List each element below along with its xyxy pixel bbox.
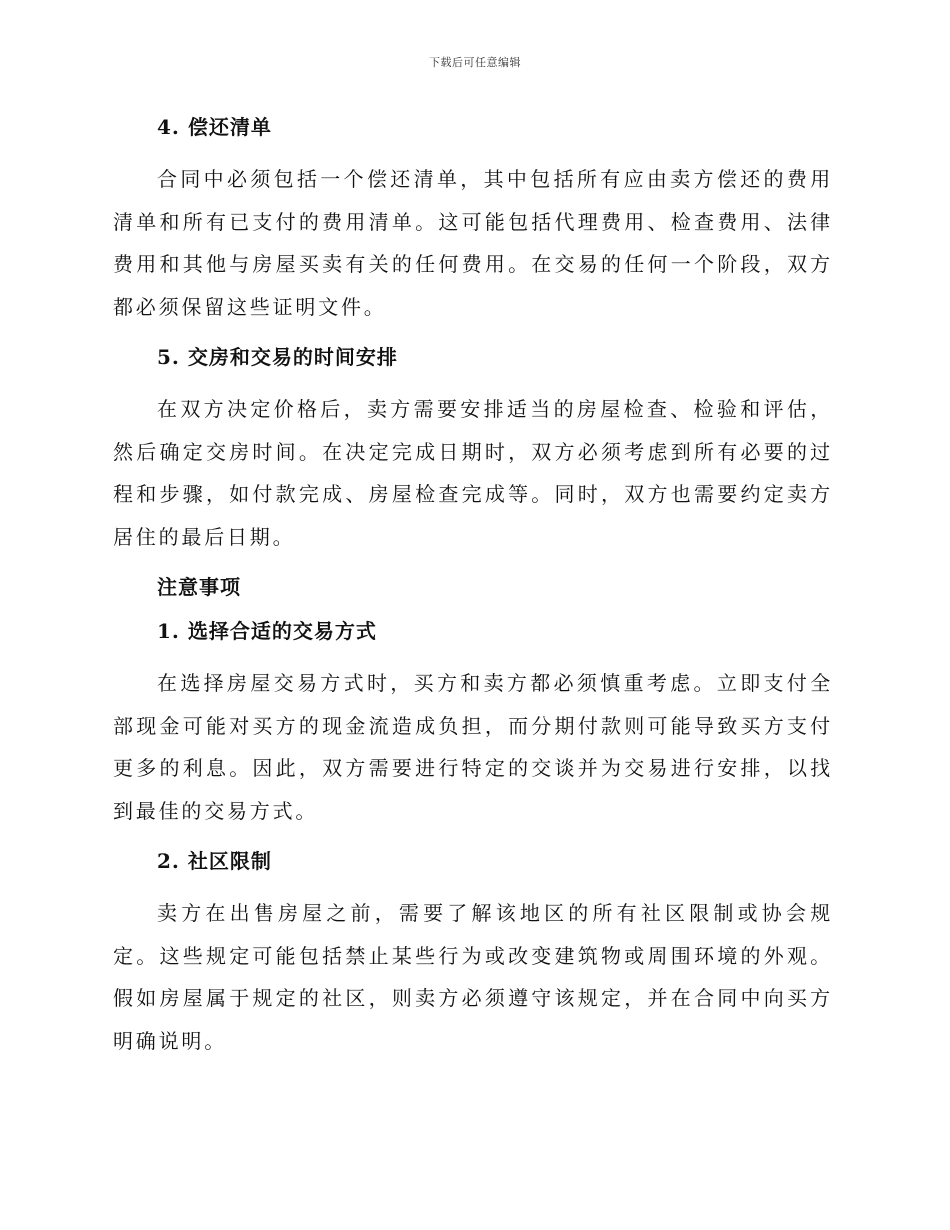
page-header: 下载后可任意编辑 xyxy=(429,56,521,69)
section-heading-transaction-method: 1. 选择合适的交易方式 xyxy=(157,619,377,643)
document-body xyxy=(113,112,833,1062)
section-heading-repayment-list: 4. 偿还清单 xyxy=(157,115,272,139)
paragraph-community-restrictions: 卖方在出售房屋之前，需要了解该地区的所有社区限制或协会规定。这些规定可能包括禁止某些行为或改变建筑物或周围环境的外观。假如房屋属于规定的社区，则卖方必须遵守该规定，并在合同中向买方明确说明。 xyxy=(113,901,833,1053)
paragraph-transaction-method: 在选择房屋交易方式时，买方和卖方都必须慎重考虑。立即支付全部现金可能对买方的现金流造成负担，而分期付款则可能导致买方支付更多的利息。因此，双方需要进行特定的交谈并为交易进行安排，以找到最佳的交易方式。 xyxy=(113,671,833,823)
section-heading-handover-schedule: 5. 交房和交易的时间安排 xyxy=(157,345,398,369)
paragraph-repayment-list: 合同中必须包括一个偿还清单，其中包括所有应由卖方偿还的费用清单和所有已支付的费用清单。这可能包括代理费用、检查费用、法律费用和其他与房屋买卖有关的任何费用。在交易的任何一个阶段，双方都必须保留这些证明文件。 xyxy=(113,167,833,319)
paragraph-handover-schedule: 在双方决定价格后，卖方需要安排适当的房屋检查、检验和评估，然后确定交房时间。在决定完成日期时，双方必须考虑到所有必要的过程和步骤，如付款完成、房屋检查完成等。同时，双方也需要约定卖方居住的最后日期。 xyxy=(113,397,833,549)
section-heading-notes: 注意事项 xyxy=(157,575,241,599)
section-heading-community-restrictions: 2. 社区限制 xyxy=(157,849,272,873)
